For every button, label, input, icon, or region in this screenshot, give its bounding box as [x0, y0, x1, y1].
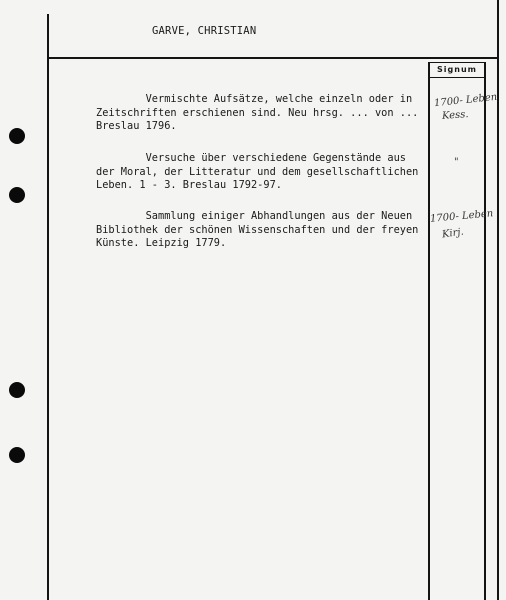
- signum-note: Kess.: [441, 109, 469, 122]
- right-border-line: [497, 0, 499, 600]
- left-margin-line: [47, 14, 49, 600]
- entry-line: Zeitschriften erschienen sind. Neu hrsg. ... von ...: [96, 106, 419, 119]
- punch-hole: [9, 447, 25, 463]
- entry-line: der Moral, der Litteratur und dem gesellschaftlichen: [96, 165, 419, 178]
- entry-line: Leben. 1 - 3. Breslau 1792-97.: [96, 179, 282, 191]
- signum-header: Signum: [437, 65, 477, 74]
- entry-line: Bibliothek der schönen Wissenschaften und der freyen: [96, 223, 419, 236]
- signum-note: ": [454, 157, 459, 168]
- entry-line: Künste. Leipzig 1779.: [96, 237, 227, 249]
- bibliographic-entry: [96, 152, 426, 193]
- signum-note: 1700- Leben: [433, 91, 498, 110]
- punch-hole: [9, 382, 25, 398]
- entry-line: Versuche über verschiedene Gegenstände aus: [96, 152, 406, 164]
- punch-hole: [9, 128, 25, 144]
- bibliographic-entry: [96, 210, 426, 251]
- card-heading: GARVE, CHRISTIAN: [152, 25, 257, 37]
- signum-note: 1700- Leben: [429, 208, 494, 225]
- bibliographic-entry: [96, 93, 426, 134]
- signum-column-right-line: [484, 62, 486, 600]
- header-divider: [47, 57, 498, 59]
- punch-hole: [9, 187, 25, 203]
- entry-line: Sammlung einiger Abhandlungen aus der Neuen: [96, 210, 413, 222]
- entry-line: Vermischte Aufsätze, welche einzeln oder in: [96, 93, 413, 105]
- signum-box-bottom: [428, 77, 485, 78]
- signum-note: Kirj.: [441, 226, 465, 241]
- signum-column-left-line: [428, 62, 430, 600]
- entry-line: Breslau 1796.: [96, 120, 177, 132]
